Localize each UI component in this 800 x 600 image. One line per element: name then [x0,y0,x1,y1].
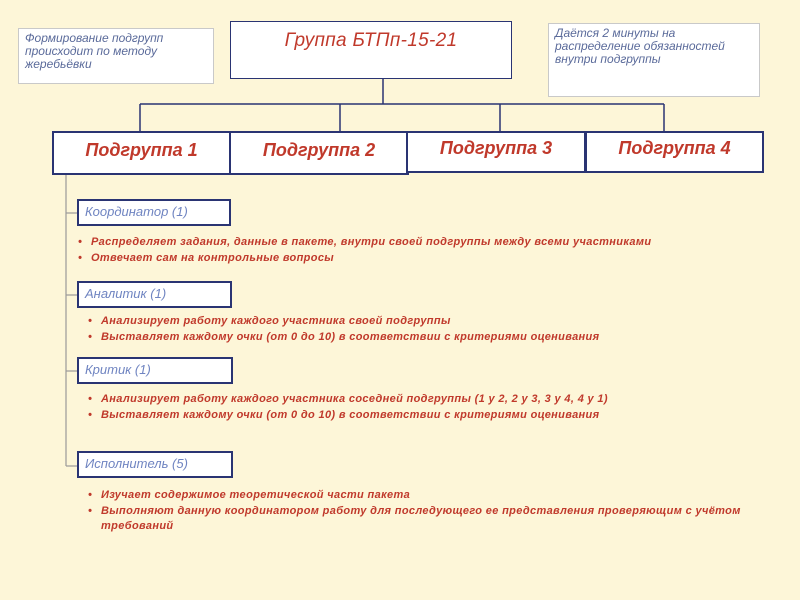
duty-text: Распределяет задания, данные в пакете, внутри своей подгруппы между всеми участниками [91,236,652,248]
group-title: Группа БТПп-15-21 [230,21,512,79]
bullet-icon: • [78,252,83,264]
subgroup-3: Подгруппа 3 [406,131,586,173]
note-time-limit: Даётся 2 минуты на распределение обязанностей внутри подгруппы [548,23,760,97]
bullet-icon: • [88,315,93,327]
bullet-icon: • [88,409,93,421]
duty-text: Анализирует работу каждого участника своей подгруппы [101,315,451,327]
list-item [88,330,768,345]
bullet-icon: • [88,331,93,343]
role-coordinator: Координатор (1) [77,199,231,226]
list-item [78,251,768,266]
subgroup-2: Подгруппа 2 [229,131,409,175]
list-item [88,408,778,423]
duty-text: Отвечает сам на контрольные вопросы [91,252,335,264]
note-subgroup-formation: Формирование подгрупп происходит по методу жеребьёвки [18,28,214,84]
analyst-duties [88,314,768,346]
role-analyst: Аналитик (1) [77,281,232,308]
bullet-icon: • [78,236,83,248]
duty-text: Выставляет каждому очки (от 0 до 10) в соответствии с критериями оценивания [101,409,600,421]
critic-duties [88,392,778,424]
list-item [88,488,790,503]
duty-text: Анализирует работу каждого участника соседней подгруппы (1 у 2, 2 у 3, 3 у 4, 4 у 1) [101,393,608,405]
duty-text: Выставляет каждому очки (от 0 до 10) в соответствии с критериями оценивания [101,331,600,343]
bullet-icon: • [88,489,93,501]
duty-text: Изучает содержимое теоретической части пакета [101,489,411,501]
bullet-icon: • [88,505,93,517]
list-item [88,504,790,534]
executor-duties [88,488,790,535]
list-item [78,235,768,250]
list-item [88,314,768,329]
duty-text: Выполняют данную координатором работу для последующего ее представления проверяющим с учётом требований [101,505,741,532]
coordinator-duties [78,235,768,267]
role-critic: Критик (1) [77,357,233,384]
list-item [88,392,778,407]
subgroup-1: Подгруппа 1 [52,131,231,175]
bullet-icon: • [88,393,93,405]
role-executor: Исполнитель (5) [77,451,233,478]
subgroup-4: Подгруппа 4 [585,131,764,173]
